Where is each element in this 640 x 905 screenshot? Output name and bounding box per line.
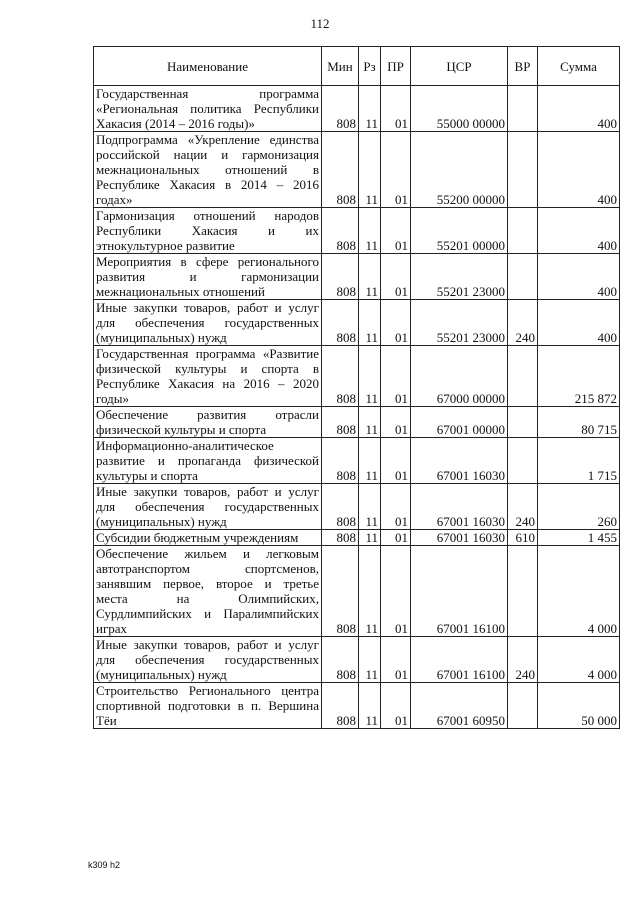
row-pr: 01 <box>381 346 411 407</box>
row-sum: 4 000 <box>538 546 620 637</box>
header-min: Мин <box>322 47 359 86</box>
row-csr: 55201 00000 <box>411 208 508 254</box>
row-min: 808 <box>322 546 359 637</box>
row-min: 808 <box>322 254 359 300</box>
header-name: Наименование <box>94 47 322 86</box>
table-row <box>94 546 620 637</box>
row-sum: 4 000 <box>538 637 620 683</box>
row-csr: 67000 00000 <box>411 346 508 407</box>
row-name: Иные закупки товаров, работ и услуг для обеспечения государственных (муниципальных) нужд <box>94 484 322 530</box>
row-min: 808 <box>322 132 359 208</box>
row-vr <box>508 407 538 438</box>
table-row <box>94 407 620 438</box>
row-rz: 11 <box>359 300 381 346</box>
table-row <box>94 530 620 546</box>
row-pr: 01 <box>381 683 411 729</box>
row-name: Обеспечение жильем и легковым автотранспортом спортсменов, занявшим первое, второе и третье места на Олимпийских, Сурдлимпийских и Паралимпийских играх <box>94 546 322 637</box>
row-csr: 55000 00000 <box>411 86 508 132</box>
table-header-row <box>94 47 620 86</box>
row-csr: 67001 16100 <box>411 637 508 683</box>
row-sum: 215 872 <box>538 346 620 407</box>
row-vr <box>508 86 538 132</box>
row-rz: 11 <box>359 208 381 254</box>
row-vr <box>508 132 538 208</box>
table-row <box>94 208 620 254</box>
row-csr: 67001 16030 <box>411 530 508 546</box>
row-pr: 01 <box>381 254 411 300</box>
row-rz: 11 <box>359 86 381 132</box>
row-sum: 80 715 <box>538 407 620 438</box>
row-sum: 400 <box>538 132 620 208</box>
header-sum: Сумма <box>538 47 620 86</box>
row-sum: 1 715 <box>538 438 620 484</box>
row-vr <box>508 254 538 300</box>
row-pr: 01 <box>381 637 411 683</box>
row-rz: 11 <box>359 683 381 729</box>
row-vr: 610 <box>508 530 538 546</box>
row-name: Субсидии бюджетным учреждениям <box>94 530 322 546</box>
row-csr: 67001 16030 <box>411 438 508 484</box>
header-rz: Рз <box>359 47 381 86</box>
table-row <box>94 438 620 484</box>
row-min: 808 <box>322 300 359 346</box>
row-pr: 01 <box>381 407 411 438</box>
row-rz: 11 <box>359 546 381 637</box>
row-csr: 55201 23000 <box>411 300 508 346</box>
row-rz: 11 <box>359 254 381 300</box>
row-csr: 67001 60950 <box>411 683 508 729</box>
row-rz: 11 <box>359 346 381 407</box>
row-csr: 55200 00000 <box>411 132 508 208</box>
table-row <box>94 86 620 132</box>
table-row <box>94 484 620 530</box>
row-rz: 11 <box>359 530 381 546</box>
row-name: Информационно-аналитическое развитие и пропаганда физической культуры и спорта <box>94 438 322 484</box>
footer-code: k309 h2 <box>88 860 121 870</box>
row-rz: 11 <box>359 637 381 683</box>
table-row <box>94 300 620 346</box>
row-min: 808 <box>322 683 359 729</box>
header-csr: ЦСР <box>411 47 508 86</box>
row-pr: 01 <box>381 208 411 254</box>
table-row <box>94 132 620 208</box>
row-min: 808 <box>322 86 359 132</box>
row-pr: 01 <box>381 86 411 132</box>
row-vr <box>508 346 538 407</box>
row-min: 808 <box>322 346 359 407</box>
row-vr: 240 <box>508 637 538 683</box>
row-min: 808 <box>322 407 359 438</box>
row-sum: 400 <box>538 300 620 346</box>
row-vr: 240 <box>508 300 538 346</box>
row-pr: 01 <box>381 484 411 530</box>
table-row <box>94 254 620 300</box>
row-name: Обеспечение развития отрасли физической культуры и спорта <box>94 407 322 438</box>
row-rz: 11 <box>359 438 381 484</box>
row-rz: 11 <box>359 484 381 530</box>
row-min: 808 <box>322 637 359 683</box>
row-vr <box>508 208 538 254</box>
row-min: 808 <box>322 530 359 546</box>
table-row <box>94 346 620 407</box>
row-sum: 260 <box>538 484 620 530</box>
row-rz: 11 <box>359 407 381 438</box>
row-vr <box>508 438 538 484</box>
row-csr: 67001 16100 <box>411 546 508 637</box>
row-csr: 67001 16030 <box>411 484 508 530</box>
row-sum: 50 000 <box>538 683 620 729</box>
row-vr: 240 <box>508 484 538 530</box>
page-number: 112 <box>310 16 330 31</box>
row-name: Иные закупки товаров, работ и услуг для обеспечения государственных (муниципальных) нужд <box>94 300 322 346</box>
row-pr: 01 <box>381 132 411 208</box>
row-name: Гармонизация отношений народов Республики Хакасия и их этнокультурное развитие <box>94 208 322 254</box>
budget-table <box>93 46 620 729</box>
row-pr: 01 <box>381 546 411 637</box>
row-name: Иные закупки товаров, работ и услуг для обеспечения государственных (муниципальных) нужд <box>94 637 322 683</box>
table-row <box>94 637 620 683</box>
row-pr: 01 <box>381 438 411 484</box>
row-name: Строительство Регионального центра спортивной подготовки в п. Вершина Тёи <box>94 683 322 729</box>
row-vr <box>508 546 538 637</box>
row-min: 808 <box>322 208 359 254</box>
row-sum: 1 455 <box>538 530 620 546</box>
row-pr: 01 <box>381 530 411 546</box>
row-sum: 400 <box>538 86 620 132</box>
row-name: Мероприятия в сфере регионального развития и гармонизации межнациональных отношений <box>94 254 322 300</box>
row-csr: 67001 00000 <box>411 407 508 438</box>
header-vr: ВР <box>508 47 538 86</box>
table-row <box>94 683 620 729</box>
row-sum: 400 <box>538 254 620 300</box>
row-name: Государственная программа «Региональная политика Республики Хакасия (2014 – 2016 годы)» <box>94 86 322 132</box>
row-vr <box>508 683 538 729</box>
row-name: Подпрограмма «Укрепление единства российской нации и гармонизация межнациональных отношений в Республике Хакасия в 2014 – 2016 годах» <box>94 132 322 208</box>
row-rz: 11 <box>359 132 381 208</box>
row-csr: 55201 23000 <box>411 254 508 300</box>
row-min: 808 <box>322 438 359 484</box>
header-pr: ПР <box>381 47 411 86</box>
row-sum: 400 <box>538 208 620 254</box>
row-pr: 01 <box>381 300 411 346</box>
row-name: Государственная программа «Развитие физической культуры и спорта в Республике Хакасия на 2016 – 2020 годы» <box>94 346 322 407</box>
row-min: 808 <box>322 484 359 530</box>
